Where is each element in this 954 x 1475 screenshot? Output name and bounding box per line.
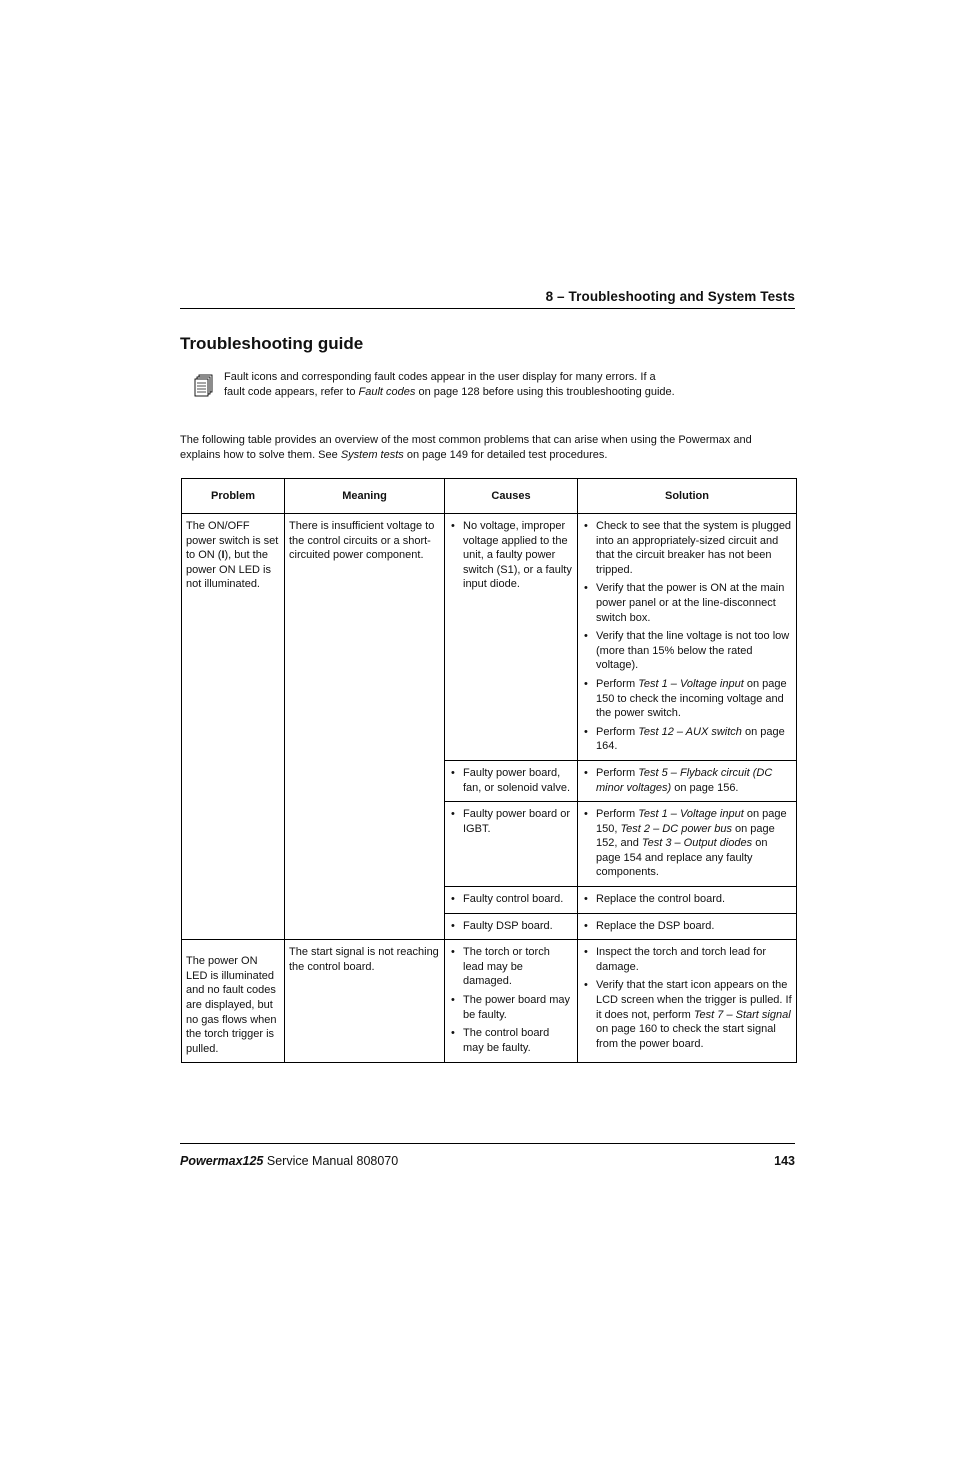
causes-cell bbox=[445, 802, 578, 887]
table-row bbox=[182, 514, 797, 761]
table-row bbox=[182, 940, 797, 1063]
header-solution: Solution bbox=[578, 479, 797, 514]
list-item: • Perform Test 1 – Voltage input on page 150 to check the incoming voltage and the power switch. bbox=[582, 677, 792, 721]
list-item: • Faulty DSP board. bbox=[449, 919, 573, 934]
list-item: • Verify that the power is ON at the main power panel or at the line-disconnect switch box. bbox=[582, 581, 792, 625]
problem-cell: The ON/OFF power switch is set to ON (I), but the power ON LED is not illuminated. bbox=[182, 514, 285, 940]
list-item: • The control board may be faulty. bbox=[449, 1026, 573, 1055]
list-item: • Faulty control board. bbox=[449, 892, 573, 907]
note-text: Fault icons and corresponding fault codes appear in the user display for many errors. If a fault code appears, refer to Fault codes on page 128 before using this troubleshooting guide. bbox=[224, 371, 675, 398]
meaning-cell: The start signal is not reaching the control board. bbox=[285, 940, 445, 1063]
list-item: • The power board may be faulty. bbox=[449, 993, 573, 1022]
causes-cell bbox=[445, 940, 578, 1063]
list-item: • Faulty power board or IGBT. bbox=[449, 807, 573, 836]
causes-cell bbox=[445, 760, 578, 801]
header-problem: Problem bbox=[182, 479, 285, 514]
problem-cell: The power ON LED is illuminated and no fault codes are displayed, but no gas flows when the torch trigger is pulled. bbox=[182, 940, 285, 1063]
system-tests-reference: System tests bbox=[340, 448, 404, 461]
note-pages-icon bbox=[194, 374, 214, 398]
page-number: 143 bbox=[774, 1154, 795, 1168]
document-id: Service Manual 808070 bbox=[266, 1154, 399, 1168]
table-header-row bbox=[182, 479, 797, 514]
solution-cell bbox=[578, 760, 797, 801]
list-item: • Verify that the line voltage is not too low (more than 15% below the rated voltage). bbox=[582, 629, 792, 673]
list-item: • The torch or torch lead may be damaged. bbox=[449, 945, 573, 989]
chapter-title: 8 – Troubleshooting and System Tests bbox=[545, 289, 795, 304]
list-item: • Replace the DSP board. bbox=[582, 919, 792, 934]
list-item: • Verify that the start icon appears on the LCD screen when the trigger is pulled. If it does not, perform Test 7 – Start signal on page 160 to check the start signal from the power board. bbox=[582, 978, 792, 1051]
solution-cell bbox=[578, 940, 797, 1063]
list-item: • Check to see that the system is plugged into an appropriately-sized circuit and that the circuit breaker has not been tripped. bbox=[582, 519, 792, 577]
list-item: • Replace the control board. bbox=[582, 892, 792, 907]
list-item: • Perform Test 1 – Voltage input on page 150, Test 2 – DC power bus on page 152, and Test 3 – Output diodes on page 154 and replace any faulty components. bbox=[582, 807, 792, 880]
solution-cell bbox=[578, 887, 797, 914]
intro-paragraph: The following table provides an overview of the most common problems that can arise when using the Powermax and explains how to solve them. See System tests on page 149 for detailed test procedures. bbox=[180, 434, 752, 461]
causes-cell bbox=[445, 887, 578, 914]
list-item: • Inspect the torch and torch lead for damage. bbox=[582, 945, 792, 974]
list-item: • Faulty power board, fan, or solenoid valve. bbox=[449, 766, 573, 795]
product-name: Powermax125 bbox=[180, 1154, 264, 1168]
list-item: • No voltage, improper voltage applied to the unit, a faulty power switch (S1), or a faulty input diode. bbox=[449, 519, 573, 592]
page-header bbox=[180, 288, 795, 309]
section-title: Troubleshooting guide bbox=[180, 334, 364, 353]
troubleshooting-table bbox=[181, 478, 797, 1063]
header-causes: Causes bbox=[445, 479, 578, 514]
causes-cell bbox=[445, 913, 578, 940]
solution-cell bbox=[578, 514, 797, 761]
solution-cell bbox=[578, 802, 797, 887]
page-footer bbox=[180, 1143, 795, 1172]
list-item: • Perform Test 5 – Flyback circuit (DC minor voltages) on page 156. bbox=[582, 766, 792, 795]
list-item: • Perform Test 12 – AUX switch on page 164. bbox=[582, 725, 792, 754]
solution-cell bbox=[578, 913, 797, 940]
meaning-cell: There is insufficient voltage to the control circuits or a short-circuited power component. bbox=[285, 514, 445, 940]
causes-cell bbox=[445, 514, 578, 761]
header-meaning: Meaning bbox=[285, 479, 445, 514]
fault-codes-reference: Fault codes bbox=[358, 385, 416, 398]
